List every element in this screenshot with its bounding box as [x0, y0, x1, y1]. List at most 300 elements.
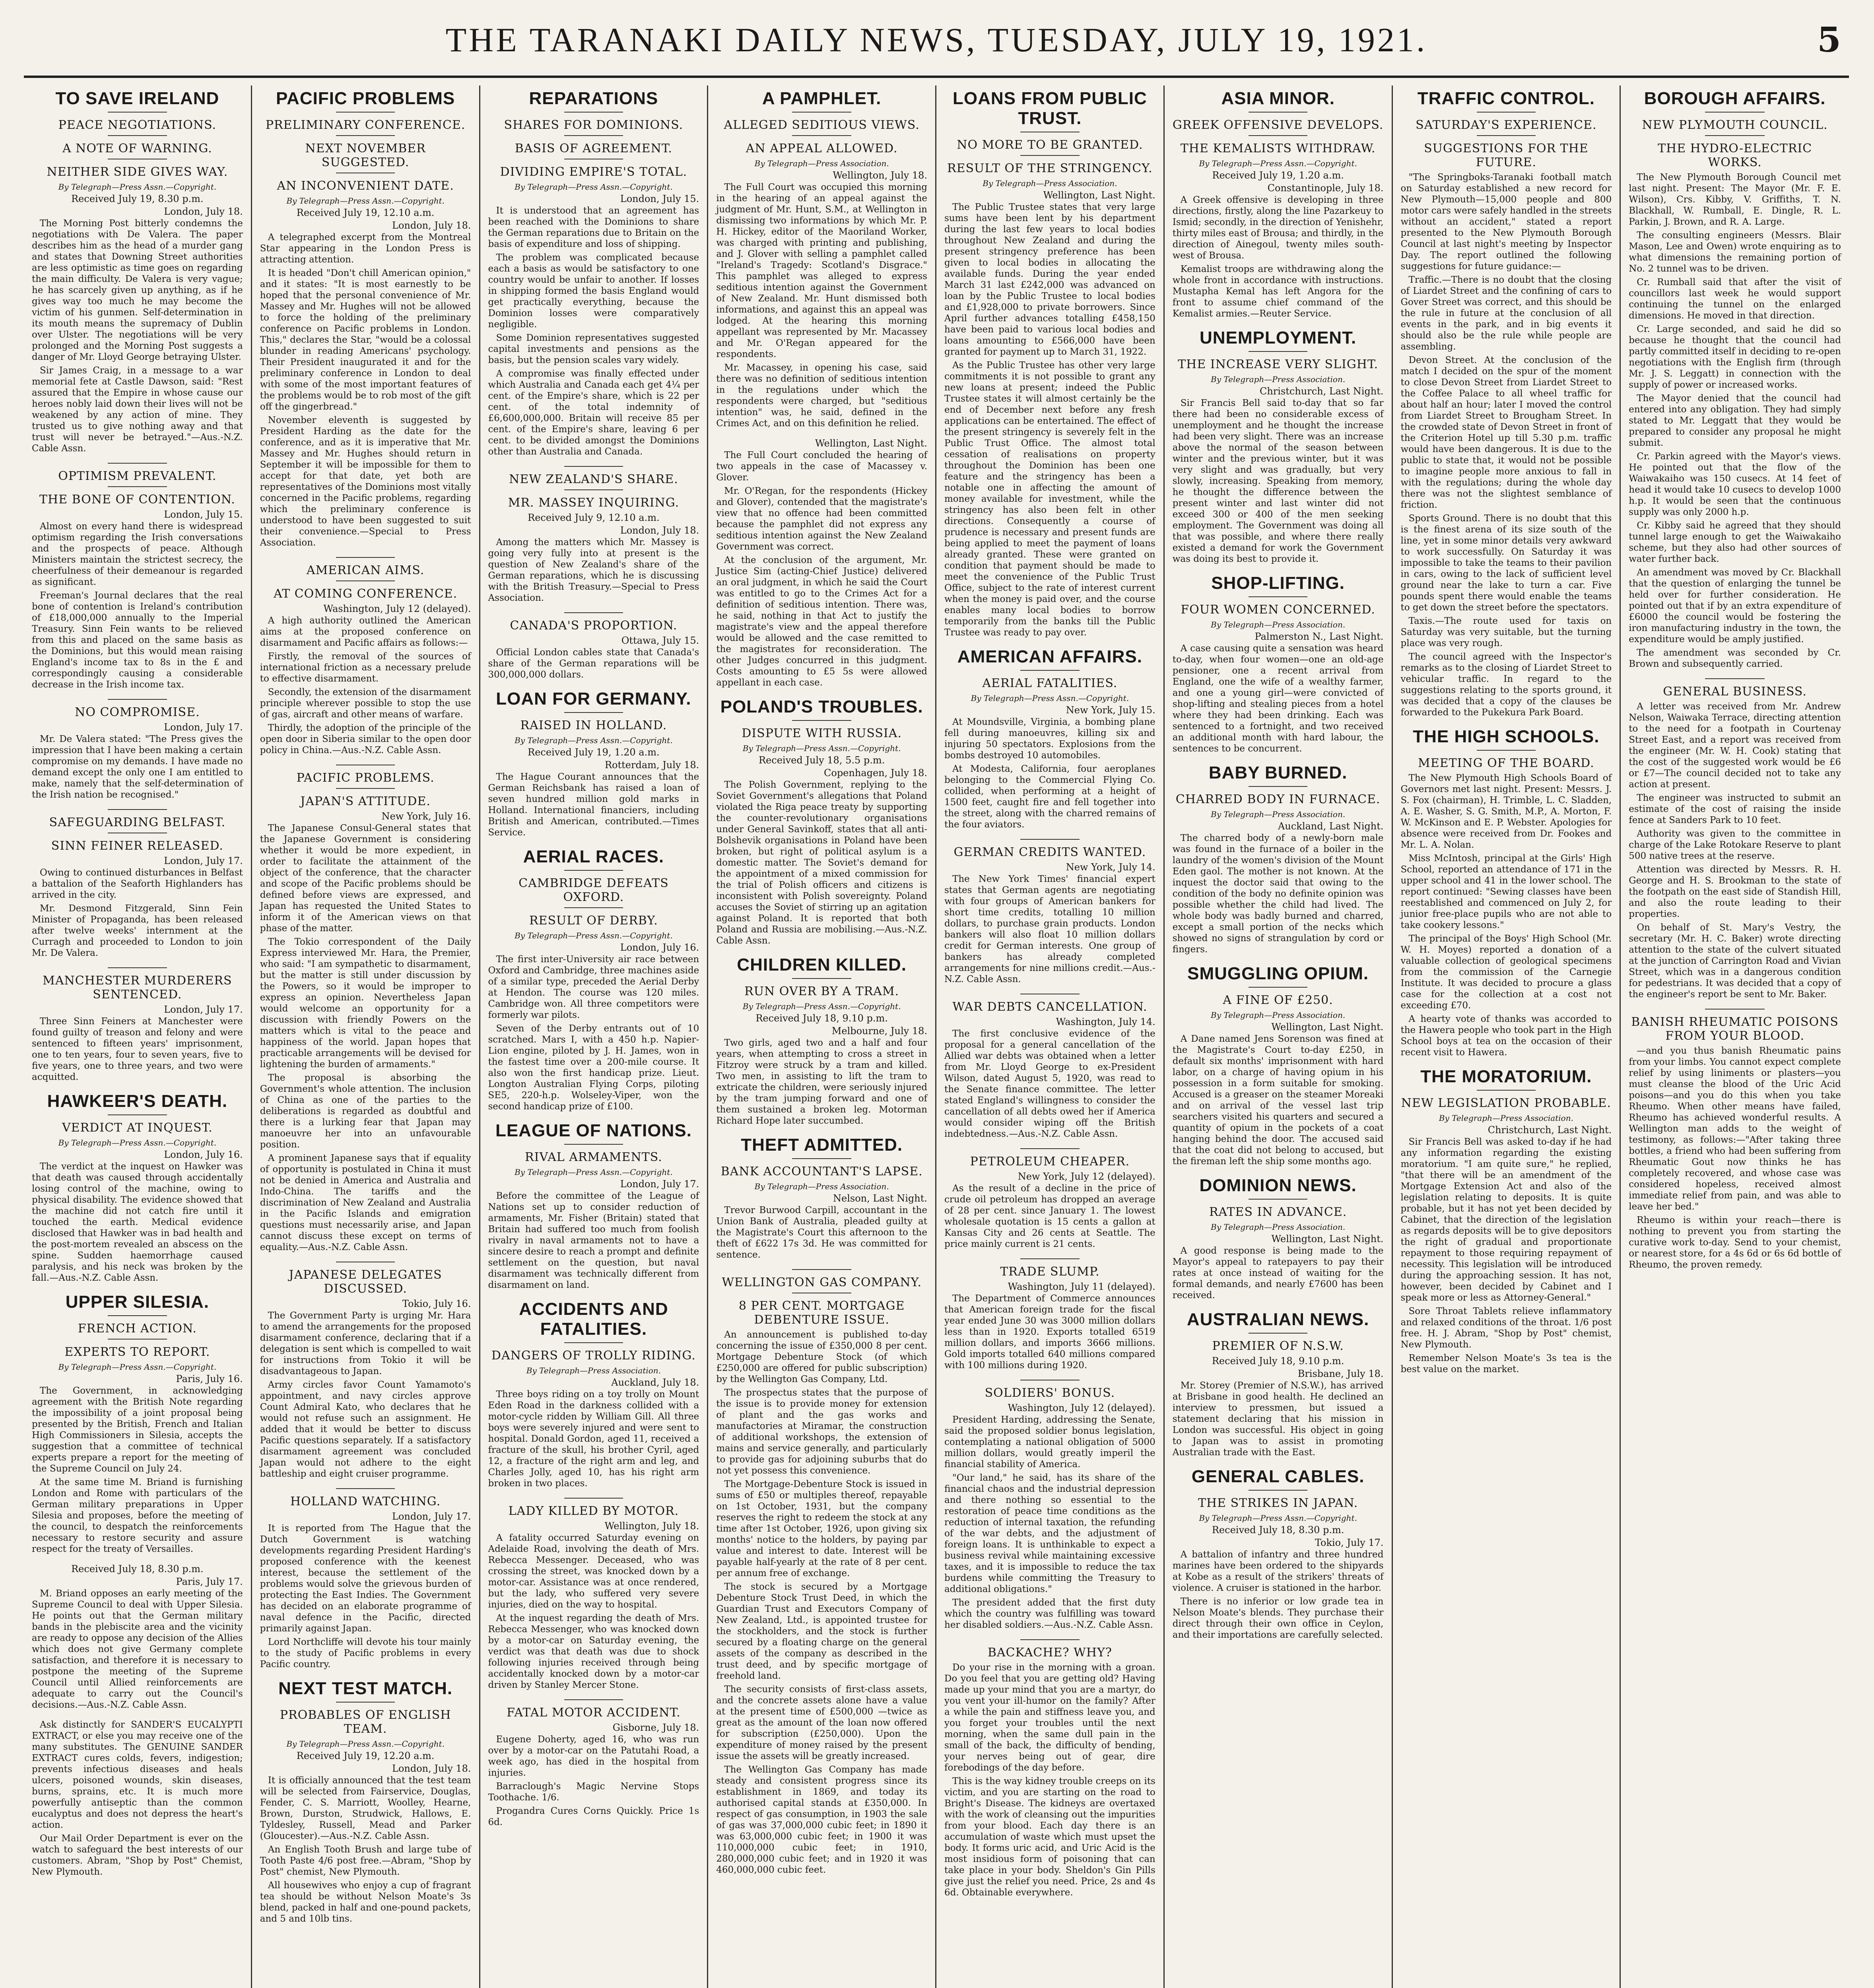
masthead: [24, 16, 1849, 78]
story-dateline: Paris, July 16.: [176, 1373, 243, 1384]
story-subheading: SINN FEINER RELEASED.: [51, 839, 223, 853]
news-story: [488, 1121, 699, 1291]
story-subheading: MANCHESTER MURDERERS SENTENCED.: [43, 974, 232, 1002]
story-headline: UNEMPLOYMENT.: [1199, 328, 1357, 348]
story-subheading: RESULT OF DERBY.: [529, 914, 658, 928]
story-dateline: Wellington, Last Night.: [815, 438, 927, 449]
story-subheading: NEW LEGISLATION PROBABLE.: [1401, 1096, 1612, 1110]
story-subheading: AN APPEAL ALLOWED.: [746, 142, 898, 155]
divider: [108, 135, 167, 136]
story-byline: By Telegraph—Press Association.: [1439, 1113, 1573, 1123]
story-subheading: AMERICAN AIMS.: [306, 563, 425, 577]
story-dateline: Washington, July 12 (delayed).: [323, 603, 471, 614]
received-time: Received July 19, 12.20 a.m.: [296, 1750, 435, 1761]
story-paragraph: Cr. Large seconded, and said he did so because he thought that the council had partly committed itself in deciding to re-open negotiations with the English firm (through Mr. J. S. Leggatt) in connection with the supply of power or increased works.: [1629, 324, 1841, 390]
story-dateline: London, July 18.: [164, 206, 243, 217]
story-dateline: Brisbane, July 18.: [1297, 1368, 1384, 1379]
news-story: [32, 1563, 243, 1710]
story-paragraph: Ask distinctly for SANDER'S EUCALYPTI EXTRACT, or else you may receive one of the many substitutes. The GENUINE SANDER EXTRACT cures colds, fevers, indigestion; prevents infectious diseases and heals ulcers, poisoned wounds, skin diseases, burns, sprains, etc. It is much more powerfully antiseptic than the common eucalyptus and does not depress the heart's action.: [32, 1720, 243, 1830]
story-subheading: OPTIMISM PREVALENT.: [58, 469, 217, 483]
story-paragraph: A Dane named Jens Sorenson was fined at the Magistrate's Court to-day £250, in default six months' imprisonment with hard labor, on a charge of having opium in his possession in a form suitable for smoking. Accused is a greaser on the steamer Moreaki and on arrival of the vessel last trip searchers visited his quarters and secured a quantity of opium in the pockets of a coat hanging behind the door. The accused said that the coat did not belong to accused, but the fireman left the ship some months ago.: [1172, 1034, 1384, 1167]
story-headline: SHOP-LIFTING.: [1211, 573, 1345, 593]
news-story: [1629, 678, 1841, 1000]
story-paragraph: The prospectus states that the purpose of the issue is to provide money for extension of plant and the gas works and manufactories at Miramar, the construction of additional workshops, the extension of mains and service generally, and particularly to provide gas for adjoining suburbs that do not yet possess this convenience.: [716, 1388, 927, 1476]
news-story: [488, 847, 699, 1112]
story-paragraph: As the result of a decline in the price of crude oil petroleum has dropped an average of 28 per cent. since January 1. The lowest wholesale quotation is 15 cents a gallon at Kansas City and 26 cents at Seattle. The price mainly current is 21 cents.: [944, 1183, 1155, 1249]
story-headline: THE MORATORIUM.: [1420, 1067, 1592, 1086]
story-byline: By Telegraph—Press Assn.—Copyright.: [286, 1739, 445, 1749]
divider: [336, 1488, 395, 1489]
story-subheading: LADY KILLED BY MOTOR.: [508, 1504, 679, 1518]
news-story: [488, 689, 699, 838]
story-paragraph: The president added that the first duty which the country was fulfilling was toward her disabled soldiers.—Aus.-N.Z. Cable Assn.: [944, 1598, 1155, 1630]
story-dateline: Melbourne, July 18.: [831, 1025, 927, 1037]
story-headline: DOMINION NEWS.: [1199, 1176, 1357, 1195]
story-subheading: RESULT OF THE STRINGENCY.: [947, 161, 1153, 175]
news-story: [260, 557, 471, 756]
story-subheading: NO COMPROMISE.: [75, 705, 200, 719]
story-subheading: NEW ZEALAND'S SHARE.: [509, 472, 678, 486]
divider: [108, 1114, 167, 1115]
story-subheading: WAR DEBTS CANCELLATION.: [952, 1000, 1148, 1014]
story-dateline: Christchurch, Last Night.: [1259, 386, 1384, 397]
story-paragraph: Traffic.—There is no doubt that the closing of Liardet Street and the confining of cars to Gover Street was correct, and this should be the rule in future at the conclusion of all events in the park, and in big events it should also be the rule while people are assembling.: [1400, 275, 1612, 352]
story-paragraph: Cr. Rumball said that after the visit of councillors last week he would support continuing the tunnel on the enlarged dimensions. He moved in that direction.: [1629, 277, 1841, 321]
story-paragraph: A good response is being made to the Mayor's appeal to ratepayers to pay their rates at once instead of waiting for the formal demands, and nearly £7600 has been received.: [1172, 1246, 1384, 1301]
story-headline: NEXT TEST MATCH.: [278, 1679, 453, 1698]
divider: [108, 486, 167, 487]
story-paragraph: The first inter-University air race between Oxford and Cambridge, three machines aside of a similar type, preceded the Aerial Derby at Hendon. The course was 120 miles. Cambridge won. All three competitors were formerly war pilots.: [488, 954, 699, 1020]
story-paragraph: Taxis.—The route used for taxis on Saturday was very suitable, but the turning place was very rough.: [1400, 616, 1612, 648]
news-story: [1173, 328, 1384, 565]
story-paragraph: Before the committee of the League of Nations set up to consider reduction of armaments, Mr. Fisher (Britain) stated that Britain had suffered too much from foolish rivalry in naval armaments not to have a sincere desire to reach a prompt and definite settlement on the question, but naval disarmament was technically different from disarmament on land.: [488, 1191, 699, 1290]
story-byline: By Telegraph—Press Association.: [1211, 1222, 1346, 1232]
story-paragraph: Sports Ground. There is no doubt that this is the finest arena of its size south of the line, yet in some minor details very awkward to work successfully. On Saturday it was impossible to take the teams to their pavilion in cars, owing to the lack of sufficient level ground near the lake to turn a car. Five pounds spent there would enable the teams to get down the street before the spectators.: [1400, 513, 1612, 613]
story-subheading: FATAL MOTOR ACCIDENT.: [507, 1706, 681, 1720]
story-paragraph: An announcement is published to-day concerning the issue of £350,000 8 per cent. Mortgage Debenture Stock (of which £250,000 are offered for public subscription) by the Wellington Gas Company, Ltd.: [716, 1330, 927, 1384]
received-time: Received July 9, 12.10 a.m.: [528, 512, 660, 523]
story-subheading: BASIS OF AGREEMENT.: [515, 142, 672, 155]
divider: [1249, 987, 1308, 988]
story-dateline: Wellington, Last Night.: [1271, 1021, 1384, 1033]
news-story: [1173, 89, 1384, 319]
story-paragraph: An amendment was moved by Cr. Blackhall that the question of enlarging the tunnel be held over for further consideration. He pointed out that if by an extra expenditure of £6000 the council would be fostering the iron manufacturing industry in the town, the expenditure would be amply justified.: [1629, 567, 1841, 645]
story-subheading: GREEK OFFENSIVE DEVELOPS.: [1172, 118, 1384, 132]
news-story: [1173, 964, 1384, 1167]
story-paragraph: The amendment was seconded by Cr. Brown and subsequently carried.: [1629, 648, 1841, 669]
divider: [1249, 112, 1308, 113]
story-subheading: SUGGESTIONS FOR THE FUTURE.: [1424, 142, 1589, 169]
story-subheading: GERMAN CREDITS WANTED.: [954, 845, 1146, 859]
story-paragraph: Mr. Desmond Fitzgerald, Sinn Fein Minister of Propaganda, has been released after twelve weeks' internment at the Curragh and proceeded to London to join Mr. De Valera.: [32, 903, 243, 958]
news-story: [488, 89, 699, 457]
story-paragraph: Attention was directed by Messrs. R. H. George and H. S. Brookman to the state of the footpath on the east side of Standish Hill, and also the route leading to their properties.: [1629, 864, 1841, 919]
story-subheading: JAPANESE DELEGATES DISCUSSED.: [289, 1268, 442, 1296]
news-story: [260, 1679, 471, 1924]
story-paragraph: The stock is secured by a Mortgage Debenture Stock Trust Deed, in which the Guardian Trust and Executors Company of New Zealand, Ltd., is appointed trustee for the stockholders, and the stock is further secured by a floating charge on the general assets of the company as described in the trust deed, and by specific mortgage of freehold land.: [716, 1582, 927, 1681]
newspaper-columns: [24, 85, 1849, 1988]
story-subheading: JAPAN'S ATTITUDE.: [300, 794, 431, 808]
story-subheading: FOUR WOMEN CONCERNED.: [1181, 603, 1375, 617]
divider: [1477, 135, 1536, 136]
story-byline: By Telegraph—Press Assn.—Copyright.: [515, 1167, 673, 1177]
story-subheading: PRELIMINARY CONFERENCE.: [265, 118, 466, 132]
story-paragraph: It is understood that an agreement has been reached with the Dominions to share the German reparations due to Britain on the basis of expenditure and loss of shipping.: [488, 206, 699, 249]
story-headline: PACIFIC PROBLEMS: [276, 89, 455, 108]
story-subheading: NO MORE TO BE GRANTED.: [957, 138, 1143, 152]
story-headline: UPPER SILESIA.: [65, 1292, 209, 1312]
story-dateline: London, July 17.: [164, 1004, 243, 1015]
story-paragraph: The principal of the Boys' High School (Mr. W. H. Moyes) reported a donation of a valuable collection of geological specimens from the commission of the Carnegie Institute. It was decided to procure a glass case for the collection at a cost not exceeding £70.: [1400, 934, 1612, 1011]
story-subheading: MR. MASSEY INQUIRING.: [508, 496, 680, 510]
divider: [792, 1158, 851, 1159]
story-paragraph: The consulting engineers (Messrs. Blair Mason, Lee and Owen) wrote enquiring as to what dimensions the remaining portion of No. 2 tunnel was to be driven.: [1629, 230, 1841, 274]
divider: [564, 907, 623, 908]
story-paragraph: The security consists of first-class assets, and the concrete assets alone have a value at the present time of £500,000 —twice as great as the amount of the loan now offered for subscription (£250,000). Upon the expenditure of money raised by the present issue the assets will be greatly increased.: [716, 1684, 927, 1761]
story-subheading: AN INCONVENIENT DATE.: [277, 179, 454, 193]
divider: [564, 870, 623, 871]
story-subheading: HOLLAND WATCHING.: [290, 1495, 441, 1508]
story-paragraph: Progandra Cures Corns Quickly. Price 1s 6d.: [488, 1806, 699, 1827]
story-byline: By Telegraph—Press Assn.—Copyright.: [742, 744, 901, 753]
story-subheading: RAISED IN HOLLAND.: [520, 718, 667, 732]
story-dateline: New York, July 16.: [381, 811, 471, 822]
divider: [564, 135, 623, 136]
story-paragraph: At Modesta, California, four aeroplanes belonging to the Commercial Flying Co. collided, when performing at a height of 1500 feet, caught fire and fell together into the street, along with the charred remains of the four aviators.: [944, 764, 1155, 830]
story-byline: By Telegraph—Press Assn.—Copyright.: [58, 1362, 217, 1372]
story-paragraph: The Tokio correspondent of the Daily Express interviewed Mr. Hara, the Premier, who said: "I am sympathetic to disarmament, but the matter is still under discussion by the Powers, so it would be improper to express an opinion. Nevertheless Japan would welcome an opportunity for a discussion with friendly Powers on the matters which is vital to the peace and happiness of the world. Japan hopes that practicable arrangements will be devised for lightening the burden of armaments.": [260, 937, 471, 1070]
story-byline: By Telegraph—Press Assn.—Copyright.: [971, 693, 1129, 703]
divider: [792, 112, 851, 113]
divider: [336, 580, 395, 581]
news-story: [1173, 1176, 1384, 1301]
story-subheading: THE KEMALISTS WITHDRAW.: [1180, 142, 1376, 155]
divider: [564, 112, 623, 113]
news-story: [944, 994, 1155, 1140]
story-subheading: SAFEGUARDING BELFAST.: [49, 815, 226, 829]
news-story: [1173, 763, 1384, 955]
story-byline: By Telegraph—Press Assn.—Copyright.: [286, 196, 445, 206]
story-dateline: New York, July 12 (delayed).: [1018, 1171, 1155, 1182]
divider: [792, 1269, 851, 1270]
divider: [1020, 1148, 1080, 1149]
story-byline: By Telegraph—Press Assn.—Copyright.: [742, 1002, 901, 1011]
column: [936, 85, 1165, 1988]
story-dateline: Tokio, July 16.: [402, 1298, 471, 1309]
story-paragraph: Trevor Burwood Carpill, accountant in the Union Bank of Australia, pleaded guilty at the Magistrate's Court this afternoon to the theft of £622 17s 3d. He was committed for sentence.: [716, 1205, 927, 1260]
story-dateline: London, July 17.: [620, 1178, 699, 1190]
received-time: Received July 19, 12.10 a.m.: [296, 207, 435, 218]
story-byline: By Telegraph—Press Association.: [1211, 375, 1346, 384]
story-byline: By Telegraph—Press Association.: [983, 179, 1117, 188]
news-story: [944, 647, 1155, 830]
story-paragraph: The Wellington Gas Company has made steady and consistent progress since its establishment in 1869, and today its authorised capital stands at £350,000. In respect of gas consumption, in 1903 the sale of gas was 37,000,000 cubic feet; in 1890 it was 63,000,000 cubic feet; in 1900 it was 110,000,000 cubic feet; in 1910, 280,000,000 cubic feet; and in 1920 it was 460,000,000 cubic feet.: [716, 1765, 927, 1875]
news-story: [260, 1488, 471, 1670]
story-dateline: London, July 17.: [164, 855, 243, 866]
story-subheading: DANGERS OF TROLLY RIDING.: [491, 1349, 696, 1363]
story-headline: TRAFFIC CONTROL.: [1417, 89, 1595, 108]
divider: [564, 1342, 623, 1343]
story-paragraph: Miss McIntosh, principal at the Girls' High School, reported an attendance of 171 in the upper school and 41 in the lower school. The report continued: "Sewing classes have been reestablished and commenced on July 2, for junior free-place pupils who are not able to take cookery lessons.": [1400, 853, 1612, 930]
news-story: [260, 765, 471, 1253]
story-paragraph: Sir James Craig, in a message to a war memorial fete at Castle Dawson, said: "Rest assured that the Empire in whose cause our heroes nobly laid down their lives will not be weakened by any action of mine. They trusted us to give nothing away and that trust will never be betrayed."—Aus.-N.Z. Cable Assn.: [32, 365, 243, 454]
story-headline: ASIA MINOR.: [1221, 89, 1335, 108]
story-paragraph: It is headed "Don't chill American opinion," and it states: "It is most earnestly to be hoped that the personal convenience of Mr. Massey and Mr. Hughes will not be allowed to force the holding of the preliminary conference on Pacific problems in London. This," declares the Star, "would be a colossal blunder in reading Americans' psychology. Their President inaugurated it and for the preliminary conference in London to deal with some of the most important features of the problems would be to rob most of the gift off the gingerbread.": [260, 268, 471, 412]
story-paragraph: The engineer was instructed to submit an estimate of the cost of raising the inside fence at Sanders Park to 10 feet.: [1629, 793, 1841, 825]
news-story: [944, 1639, 1155, 1898]
story-paragraph: All housewives who enjoy a cup of fragrant tea should be without Nelson Moate's 3s blend, packed in half and one-pound packets, and 5 and 10lb tins.: [260, 1880, 471, 1924]
story-byline: By Telegraph—Press Assn.—Copyright.: [1199, 159, 1357, 168]
story-paragraph: Three boys riding on a toy trolly on Mount Eden Road in the darkness collided with a motor-cycle ridden by William Gill. All three boys were severely injured and were sent to hospital. Donald Gordon, aged 11, received a fracture of the skull, his brother Cyril, aged 12, a fracture of the right arm and leg, and Charles Jolly, aged 10, has his right arm broken in two places.: [488, 1389, 699, 1489]
story-paragraph: A prominent Japanese says that if equality of opportunity is postulated in China it must not be denied in America and Australia and Indo-China. The tariffs and the discrimination of New Zealand and Australia in the Pacific Islands and emigration questions must necessarily arise, and Japan cannot discuss these except on terms of equality.—Aus.-N.Z. Cable Assn.: [260, 1153, 471, 1252]
story-paragraph: A letter was received from Mr. Andrew Nelson, Waiwaka Terrace, directing attention to the need for a footpath in Courtenay Street East, and a report was received from the engineer (Mr. W. H. Cook) stating that the cost of the suggested work would be £6 or £7—The council decided not to take any action at present.: [1629, 701, 1841, 790]
divider: [564, 612, 623, 613]
story-dateline: London, July 18.: [392, 1763, 471, 1774]
divider: [1020, 839, 1080, 840]
divider: [792, 135, 851, 136]
story-headline: POLAND'S TROUBLES.: [720, 697, 923, 716]
story-paragraph: An English Tooth Brush and large tube of Tooth Paste 4/6 post free.—Abram, "Shop by Post" chemist, New Plymouth.: [260, 1844, 471, 1877]
divider: [1477, 1090, 1536, 1091]
news-story: [488, 1699, 699, 1828]
story-paragraph: This is the way kidney trouble creeps on its victim, and you are starting on the road to Bright's Disease. The kidneys are overtaxed with the work of cleansing out the impurities from your blood. Each day there is an accumulation of waste which must upset the body. It forms uric acid, and Uric Acid is the most insidious form of poisoning that can take place in your body. Sheldon's Gin Pills give just the relief you need. Price, 2s and 4s 6d. Obtainable everywhere.: [944, 1776, 1155, 1898]
divider: [792, 978, 851, 979]
story-paragraph: Barraclough's Magic Nervine Stops Toothache. 1/6.: [488, 1781, 699, 1803]
story-paragraph: Mr. Macassey, in opening his case, said there was no definition of seditious intention in the regulations under which the respondents were charged, but "seditious intention" was, he said, defined in the Crimes Act, and on this definition he relied.: [716, 363, 927, 429]
story-subheading: DIVIDING EMPIRE'S TOTAL.: [500, 165, 687, 179]
story-byline: By Telegraph—Press Association.: [1211, 620, 1346, 629]
divider: [564, 466, 623, 467]
divider: [1705, 678, 1764, 679]
story-dateline: London, July 17.: [164, 722, 243, 733]
divider: [1249, 1199, 1308, 1200]
story-subheading: TRADE SLUMP.: [1000, 1265, 1100, 1279]
story-subheading: AERIAL FATALITIES.: [982, 676, 1118, 690]
story-subheading: THE INCREASE VERY SLIGHT.: [1178, 357, 1379, 371]
story-subheading: GENERAL BUSINESS.: [1663, 685, 1807, 699]
divider: [792, 720, 851, 721]
story-paragraph: At the conclusion of the argument, Mr. Justice Sim (acting-Chief Justice) delivered an oral judgment, in which he said the Court was entitled to go to the Crimes Act for a definition of seditious intention. There was, he said, nothing in that Act to justify the magistrate's view and the appeal therefore would be allowed and the case remitted to the magistrates for reconsideration. The other Judges concurred in this judgment. Costs amounting to £5 5s were allowed appellant in each case.: [716, 555, 927, 688]
story-dateline: Washington, July 12 (delayed).: [1008, 1402, 1155, 1413]
story-paragraph: Lord Northcliffe will devote his tour mainly to the study of Pacific problems in every Pacific country.: [260, 1637, 471, 1670]
story-paragraph: Among the matters which Mr. Massey is going very fully into at present is the question of New Zealand's share of the German reparations, which he is discussing with the British Treasury.—Special to Press Association.: [488, 537, 699, 603]
divider: [108, 699, 167, 700]
story-paragraph: On behalf of St. Mary's Vestry, the secretary (Mr. H. C. Baker) wrote directing attention to the state of the culvert situated at the junction of Carrington Road and Vivian Street, which was in a dangerous condition for pedestrians. It was decided that a copy of the engineer's report be sent to Mr. Baker.: [1629, 922, 1841, 1000]
story-subheading: ALLEGED SEDITIOUS VIEWS.: [724, 118, 920, 132]
story-paragraph: The Department of Commerce announces that American foreign trade for the fiscal year ended June 30 was 3000 million dollars less than in 1920. Exports totalled 6519 million dollars, and imports 3666 millions. Gold imports totalled 640 millions compared with 100 millions during 1920.: [944, 1293, 1155, 1371]
story-paragraph: M. Briand opposes an early meeting of the Supreme Council to deal with Upper Silesia. He points out that the German military bands in the plebiscite area and the vicinity are ready to oppose any decision of the Allies which does not give Germany complete satisfaction, and therefore it is necessary to postpone the meeting of the Supreme Council until Allied reinforcements are adequate to carry out the Council's decisions.—Aus.-N.Z. Cable Assn.: [32, 1588, 243, 1710]
story-paragraph: November eleventh is suggested by President Harding as the date for the conference, and as it is imperative that Mr. Massey and Mr. Hughes should return in September it will be impossible for them to accept for that date, yet both are representatives of the Dominions most vitally concerned in the Pacific problems, regarding which the preliminary conference is understood to have been suggested to suit their convenience.—Special to Press Association.: [260, 415, 471, 548]
story-dateline: Constantinople, July 18.: [1267, 182, 1384, 194]
received-time: Received July 18, 9.10 p.m.: [755, 1013, 888, 1024]
story-paragraph: Mr. De Valera stated: "The Press gives the impression that I have been making a certain compromise on my demands. I have made no demand except the only one I am entitled to make, namely that the self-determination of the Irish nation be recognised.": [32, 734, 243, 800]
story-subheading: EXPERTS TO REPORT.: [64, 1345, 210, 1359]
story-headline: CHILDREN KILLED.: [737, 955, 907, 975]
story-subheading: PROBABLES OF ENGLISH TEAM.: [280, 1708, 451, 1736]
story-byline: By Telegraph—Press Assn.—Copyright.: [1199, 1513, 1357, 1523]
story-headline: BOROUGH AFFAIRS.: [1644, 89, 1826, 108]
story-headline: LOAN FOR GERMANY.: [496, 689, 691, 709]
story-paragraph: Our Mail Order Department is ever on the watch to safeguard the best interests of our customers. Abram, "Shop by Post" Chemist, New Plymouth.: [32, 1833, 243, 1877]
news-story: [32, 1091, 243, 1283]
story-dateline: Palmerston N., Last Night.: [1255, 631, 1384, 642]
story-subheading: RUN OVER BY A TRAM.: [744, 984, 899, 998]
news-story: [944, 89, 1155, 638]
story-dateline: London, July 15.: [164, 509, 243, 520]
divider: [1477, 112, 1536, 113]
news-story: [488, 1299, 699, 1489]
story-paragraph: A telegraphed excerpt from the Montreal Star appearing in the London Press is attracting attention.: [260, 232, 471, 265]
story-subheading: NEITHER SIDE GIVES WAY.: [47, 165, 228, 179]
story-subheading: RIVAL ARMAMENTS.: [525, 1150, 662, 1164]
story-subheading: NEXT NOVEMBER SUGGESTED.: [305, 142, 426, 169]
story-headline: GENERAL CABLES.: [1191, 1467, 1365, 1486]
story-headline: AUSTRALIAN NEWS.: [1187, 1310, 1369, 1329]
divider: [1249, 786, 1308, 787]
story-paragraph: The Full Court was occupied this morning in the hearing of an appeal against the judgment of Mr. Hunt, S.M., at Wellington in dismissing two informations by which Mr. P. H. Hickey, editor of the Maoriland Worker, was charged with printing and publishing, and J. Glover with selling a pamphlet called "Ireland's Tragedy: Scotland's Disgrace." This pamphlet was alleged to express seditious intention against the Government of New Zealand. Mr. Hunt dismissed both informations, and against this an appeal was lodged. At the hearing this morning appellant was represented by Mr. Macassey and Mr. O'Regan appeared for the respondents.: [716, 182, 927, 359]
story-paragraph: The Public Trustee states that very large sums have been lent by his department during the last few years to local bodies throughout New Zealand and during the present stringency preference has been given to local bodies in allocating the available funds. During the year ended March 31 last £242,000 was advanced on loan by the Public Trustee to local bodies and £1,928,000 to private borrowers. Since April further advances totalling £458,150 have been paid to various local bodies and loans amounting to £566,000 have been granted for payment up to March 31, 1922.: [944, 202, 1155, 357]
story-paragraph: Almost on every hand there is widespread optimism regarding the Irish conversations and the prospects of peace. Although Ministers maintain the strictest secrecy, the cheerfulness of their demeanour is regarded as significant.: [32, 521, 243, 587]
story-paragraph: The Mayor denied that the council had entered into any obligation. They had simply stated to Mr. Leggatt that they would be prepared to consider any proposal he might submit.: [1629, 393, 1841, 448]
story-paragraph: Secondly, the extension of the disarmament principle wherever possible to stop the use of gas, aircraft and other means of warfare.: [260, 687, 471, 720]
divider: [108, 967, 167, 968]
story-paragraph: Seven of the Derby entrants out of 10 scratched. Mars I, with a 450 h.p. Napier-Lion engine, piloted by J. H. James, won in the fastest time over a 200-mile course. It also won the first handicap prize. Lieut. Longton Australian Flying Corps, piloting SE5, 220-h.p. Wolseley-Viper, won the second handicap prize of £100.: [488, 1023, 699, 1112]
story-subheading: PETROLEUM CHEAPER.: [970, 1155, 1130, 1169]
story-byline: By Telegraph—Press Association.: [526, 1366, 661, 1375]
story-dateline: Washington, July 14.: [1056, 1016, 1155, 1027]
news-story: [716, 697, 927, 946]
news-story: [944, 1258, 1155, 1371]
news-story: [32, 809, 243, 959]
story-paragraph: Sir Francis Bell was asked to-day if he had any information regarding the existing moratorium. "I am quite sure," he replied, "that there will be an amendment of the Mortgage Extension Act and also of the legislation relating to deposits. It is quite probable, but it has not yet been decided by Cabinet, that the direction of the legislation as regards deposits will be to give depositors the right of gradual and proportionate repayment to those requiring repayment of necessity. This legislation will be introduced during the approaching session. It has not, however, been decided by Cabinet and I speak more or less as Attorney-General.": [1400, 1137, 1612, 1303]
story-paragraph: Devon Street. At the conclusion of the match I decided on the spur of the moment to close Devon Street from Liardet Street to the Coffee Palace to all wheel traffic for about half an hour; later I moved the control from Liardet Street to Brougham Street. In the crowded state of Devon Street in front of the Criterion Hotel up till 5.30 p.m. traffic would have been dangerous. It is due to the public to state that, it would not be possible to imagine people more anxious to fall in with the regulations; during the whole day there was not the slightest semblance of friction.: [1400, 355, 1612, 510]
story-paragraph: Kemalist troops are withdrawing along the whole front in accordance with instructions. Mustapha Kemal has left Angora for the front to assume chief command of the Kemalist armies.—Reuter Service.: [1172, 264, 1384, 319]
story-dateline: New York, July 14.: [1066, 862, 1155, 873]
divider: [1249, 1333, 1308, 1334]
story-subheading: BACKACHE? WHY?: [987, 1646, 1112, 1660]
story-headline: HAWKEER'S DEATH.: [47, 1091, 228, 1111]
story-dateline: London, July 16.: [164, 1149, 243, 1160]
received-time: Received July 19, 1.20 a.m.: [528, 747, 660, 758]
story-dateline: Nelson, Last Night.: [833, 1193, 927, 1204]
divider: [564, 489, 623, 490]
story-paragraph: The New Plymouth Borough Council met last night. Present: The Mayor (Mr. F. E. Wilson), Crs. Kibby, V. Griffiths, T. N. Blackhall, W. Rumball, E. Dingle, R. L. Parkin, J. Brown, and R. A. Large.: [1629, 172, 1841, 227]
story-headline: THEFT ADMITTED.: [741, 1135, 903, 1155]
story-headline: A PAMPHLET.: [762, 89, 882, 108]
news-story: [32, 463, 243, 690]
story-byline: By Telegraph—Press Assn.—Copyright.: [515, 931, 673, 940]
story-dateline: London, July 15.: [620, 193, 699, 204]
story-subheading: BANK ACCOUNTANT'S LAPSE.: [720, 1165, 923, 1178]
news-story: [32, 1719, 243, 1877]
story-subheading: A FINE OF £250.: [1223, 993, 1333, 1007]
column: [252, 85, 480, 1988]
newspaper-title: THE TARANAKI DAILY NEWS, TUESDAY, JULY 19, 1921.: [445, 21, 1427, 59]
story-subheading: MEETING OF THE BOARD.: [1418, 756, 1594, 770]
column: [480, 85, 709, 1988]
story-paragraph: At the inquest regarding the death of Mrs. Rebecca Messenger, who was knocked down by a motor-car on Saturday evening, the verdict was that death was due to shock following injuries received through being accidentally knocked down by a motor-car driven by Stanley Mercer Stone.: [488, 1613, 699, 1690]
story-dateline: London, July 16.: [620, 942, 699, 953]
story-paragraph: Authority was given to the committee in charge of the Lake Rotokare Reserve to plant 500 native trees at the reserve.: [1629, 829, 1841, 861]
story-subheading: PEACE NEGOTIATIONS.: [58, 118, 217, 132]
divider: [564, 1498, 623, 1499]
story-paragraph: The problem was complicated because each a basis as would be satisfactory to one country would be unfair to another. If losses in shipping formed the basis England would get practically everything, because the Dominion losses were comparatively negligible.: [488, 252, 699, 330]
column: [1621, 85, 1849, 1988]
story-paragraph: The Morning Post bitterly condemns the negotiations with De Valera. The paper describes him as the head of a murder gang and states that Downing Street authorities are less optimistic as time goes on regarding the main difficulty. De Valera is very vague; he has scarcely given up anything, as if he gives way too much he may become the victim of his gunmen. Self-determination in its mouth means the supremacy of Dublin over Ulster. The negotiations will be very prolonged and the Morning Post suggests a danger of Mr. Lloyd George betraying Ulster.: [32, 218, 243, 362]
story-paragraph: The New York Times' financial expert states that German agents are negotiating with four groups of American bankers for short time credits, totalling 10 million dollars, to purchase grain products. London bankers will also float 10 million dollars credit for German interests. One group of bankers has already completed arrangements for nine millions credit.—Aus.-N.Z. Cable Assn.: [944, 874, 1155, 984]
story-paragraph: Do your rise in the morning with a groan. Do you feel that you are getting old? Having made up your mind that you are a martyr, do you vent your ill-humor on the family? After a while the pain and stiffness leave you, and you forget your troubles until the next morning, when the same dull pain in the small of the back, the difficulty of bending, your nerves being out of gear, dire forebodings of the day before.: [944, 1662, 1155, 1773]
news-story: [716, 1269, 927, 1875]
story-byline: By Telegraph—Press Association.: [1211, 1010, 1346, 1020]
news-story: [1173, 573, 1384, 754]
story-subheading: SATURDAY'S EXPERIENCE.: [1416, 118, 1597, 132]
news-story: [716, 1135, 927, 1260]
story-paragraph: Eugene Doherty, aged 16, who was run over by a motor-car on the Patutahi Road, a week ago, has died in the hospital from injuries.: [488, 1734, 699, 1778]
news-story: [1173, 1310, 1384, 1458]
divider: [1020, 1258, 1080, 1259]
story-dateline: Wellington, Last Night.: [1043, 190, 1155, 201]
divider: [1020, 1639, 1080, 1640]
divider: [1249, 351, 1308, 352]
received-time: Received July 19, 8.30 p.m.: [71, 193, 204, 204]
story-byline: By Telegraph—Press Assn.—Copyright.: [58, 1138, 217, 1147]
story-subheading: NEW PLYMOUTH COUNCIL.: [1642, 118, 1828, 132]
story-paragraph: The council agreed with the Inspector's remarks as to the closing of Liardet Street to vehicular traffic. In regard to the suggestions relating to the sports ground, it was decided that a copy of the clauses be forwarded to the Pukekura Park Board.: [1400, 652, 1612, 718]
received-time: Received July 18, 5.5 p.m.: [758, 755, 885, 766]
news-story: [260, 89, 471, 548]
story-paragraph: Cr. Kibby said he agreed that they should tunnel large enough to get the Waiwakaiho scheme, but they also had other sources of water further back.: [1629, 520, 1841, 564]
news-story: [32, 967, 243, 1083]
story-subheading: CAMBRIDGE DEFEATS OXFORD.: [519, 876, 669, 904]
story-headline: THE HIGH SCHOOLS.: [1413, 727, 1600, 746]
story-paragraph: The charred body of a newly-born male was found in the furnace of a boiler in the laundry of the women's division of the Mount Eden gaol. The mother is not known. At the inquest the doctor said that owing to the condition of the body no definite opinion was possible whether the child had lived. The whole body was badly burned and charred, except a small portion of the necks which showed no signs of strangulation by cord or fingers.: [1172, 833, 1384, 955]
story-paragraph: Rheumo is within your reach—there is nothing to prevent you from starting the curative work to-day. Send to your chemist, or nearest store, for a 4s 6d or 6s 6d bottle of Rheumo, the proven remedy.: [1629, 1215, 1841, 1270]
story-paragraph: Sore Throat Tablets relieve inflammatory and relaxed conditions of the throat. 1/6 post free. H. J. Abram, "Shop by Post" chemist, New Plymouth.: [1400, 1306, 1612, 1350]
page-number: 5: [1817, 20, 1841, 60]
story-dateline: New York, July 15.: [1066, 705, 1155, 716]
news-story: [944, 1148, 1155, 1250]
received-time: Received July 19, 1.20 a.m.: [1212, 170, 1344, 181]
news-story: [944, 1380, 1155, 1631]
story-paragraph: A high authority outlined the American aims at the proposed conference on disarmament and Pacific affairs as follows:—: [260, 615, 471, 648]
news-story: [1629, 1009, 1841, 1270]
news-story: [32, 89, 243, 454]
divider: [1477, 750, 1536, 751]
news-story: [716, 89, 927, 429]
story-headline: SMUGGLING OPIUM.: [1187, 964, 1369, 983]
divider: [336, 788, 395, 789]
divider: [564, 712, 623, 713]
story-paragraph: —and you thus banish Rheumatic pains from your limbs. You cannot expect complete relief by using liniments or plasters—you must cleanse the blood of the Uric Acid poisons—and you do this when you take Rheumo. When other means have failed, Rheumo has achieved wonderful results. A Wellington man adds to the weight of testimony, as follows:—"After taking three bottles, a friend who had been suffering from Rheumatic Gout now thinks he has completely recovered, and whose case was considered hopeless, received almost immediate relief from pain, and was able to leave her bed.": [1629, 1046, 1841, 1212]
received-time: Received July 18, 8.30 p.m.: [1212, 1524, 1344, 1536]
story-subheading: A NOTE OF WARNING.: [62, 142, 212, 155]
story-subheading: 8 PER CENT. MORTGAGE DEBENTURE ISSUE.: [738, 1299, 905, 1327]
story-dateline: Copenhagen, July 18.: [824, 767, 927, 779]
story-paragraph: It is officially announced that the test team will be selected from Fairservice, Douglas, Fender, C. S. Marriott, Woolley, Hearne, Brown, Durston, Strudwick, Hallows, E. Tyldesley, Russell, Mead and Parker (Gloucester).—Aus.-N.Z. Cable Assn.: [260, 1775, 471, 1841]
story-headline: TO SAVE IRELAND: [55, 89, 219, 108]
story-dateline: Paris, July 17.: [176, 1576, 243, 1587]
news-story: [488, 612, 699, 680]
news-story: [260, 1262, 471, 1479]
story-paragraph: The Full Court concluded the hearing of two appeals in the case of Macassey v. Glover.: [716, 450, 927, 483]
divider: [564, 1699, 623, 1700]
divider: [1705, 112, 1764, 113]
story-dateline: London, July 17.: [392, 1511, 471, 1522]
story-paragraph: The Japanese Consul-General states that the Japanese Government is considering whether it would be more expedient, in order to facilitate the attainment of the object of the conference, that the character and scope of the Pacific problems should be defined before views are expressed, and Japan has requested the United States to inform it of the American views on that phase of the matter.: [260, 823, 471, 934]
divider: [108, 1315, 167, 1316]
divider: [1705, 1009, 1764, 1010]
story-dateline: Gisborne, July 18.: [612, 1722, 699, 1733]
